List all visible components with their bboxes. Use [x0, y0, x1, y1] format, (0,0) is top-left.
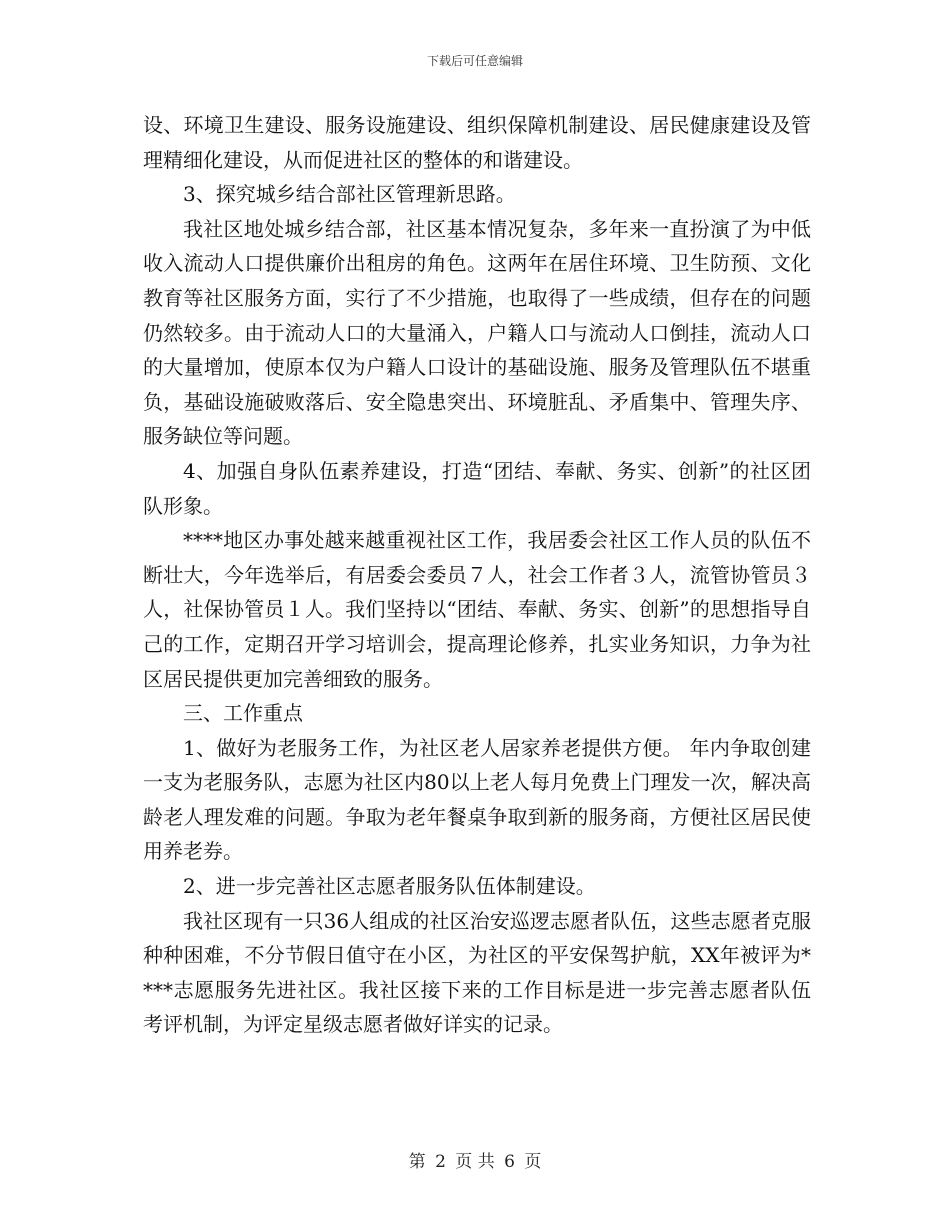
- page-footer: [0, 1151, 950, 1173]
- footer-prefix: 第: [408, 1152, 426, 1172]
- paragraph-7: 1、做好为老服务工作，为社区老人居家养老提供方便。 年内争取创建一支为老服务队，志愿为社区内80以上老人每月免费上门理发一次，解决高龄老人理发难的问题。争取为老年餐桌争取到新的服务商，方便社区居民使用养老券。: [143, 735, 811, 864]
- document-body: [143, 108, 811, 1042]
- section-heading: 三、工作重点: [183, 701, 303, 726]
- paragraph-2: 3、探究城乡结合部社区管理新思路。: [183, 182, 516, 207]
- paragraph-1: 设、环境卫生建设、服务设施建设、组织保障机制建设、居民健康建设及管理精细化建设，从而促进社区的整体的和谐建设。: [143, 113, 811, 172]
- footer-middle: 页 共: [455, 1152, 495, 1172]
- paragraph-3: 我社区地处城乡结合部，社区基本情况复杂，多年来一直扮演了为中低收入流动人口提供廉价出租房的角色。这两年在居住环境、卫生防预、文化教育等社区服务方面，实行了不少措施，也取得了一些成绩，但存在的问题仍然较多。由于流动人口的大量涌入，户籍人口与流动人口倒挂，流动人口的大量增加，使原本仅为户籍人口设计的基础设施、服务及管理队伍不堪重负，基础设施破败落后、安全隐患突出、环境脏乱、矛盾集中、管理失序、服务缺位等问题。: [143, 216, 811, 449]
- page-header: 下载后可任意编辑: [426, 54, 523, 68]
- paragraph-5: ****地区办事处越来越重视社区工作，我居委会社区工作人员的队伍不断壮大，今年选举后，有居委会委员７人，社会工作者３人，流管协管员３人，社保协管员１人。我们坚持以“团结、奉献、务实、创新”的思想指导自己的工作，定期召开学习培训会，提高理论修养，扎实业务知识，力争为社区居民提供更加完善细致的服务。: [143, 528, 811, 691]
- paragraph-4: 4、加强自身队伍素养建设，打造“团结、奉献、务实、创新”的社区团队形象。: [143, 458, 811, 518]
- paragraph-9: 我社区现有一只36人组成的社区治安巡逻志愿者队伍，这些志愿者克服种种困难，不分节假日值守在小区，为社区的平安保驾护航，XX年被评为****志愿服务先进社区。我社区接下来的工作目标是进一步完善志愿者队伍考评机制，为评定星级志愿者做好详实的记录。: [143, 908, 811, 1037]
- total-page-number: 6: [504, 1152, 515, 1172]
- current-page-number: 2: [435, 1152, 446, 1172]
- paragraph-8: 2、进一步完善社区志愿者服务队伍体制建设。: [183, 874, 596, 899]
- footer-suffix: 页: [524, 1152, 542, 1172]
